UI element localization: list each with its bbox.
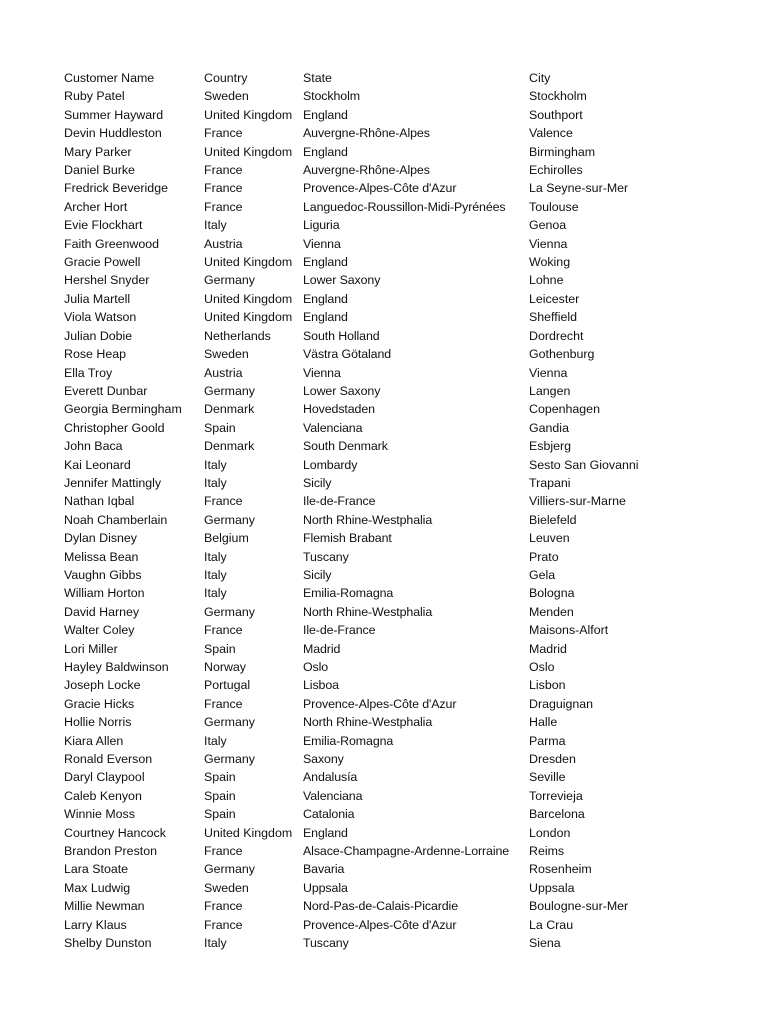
cell-country: Germany: [204, 604, 255, 619]
table-row: [64, 161, 704, 179]
cell-country: Italy: [204, 549, 227, 564]
cell-state: Sicily: [303, 567, 332, 582]
cell-state: Lower Saxony: [303, 383, 381, 398]
cell-city: Valence: [529, 126, 573, 141]
cell-state: Vienna: [303, 365, 341, 380]
cell-customer-name: Caleb Kenyon: [64, 788, 142, 803]
table-row: [64, 732, 704, 750]
table-row: [64, 879, 704, 897]
cell-country: United Kingdom: [204, 291, 293, 306]
cell-country: Spain: [204, 807, 236, 822]
cell-state: South Holland: [303, 328, 380, 343]
cell-city: Reims: [529, 844, 565, 859]
cell-customer-name: Vaughn Gibbs: [64, 567, 142, 582]
cell-country: Denmark: [204, 439, 255, 454]
cell-city: Southport: [529, 107, 583, 122]
cell-city: Sesto San Giovanni: [529, 457, 639, 472]
cell-country: Spain: [204, 420, 236, 435]
cell-city: Madrid: [529, 641, 567, 656]
cell-customer-name: Daryl Claypool: [64, 770, 145, 785]
cell-city: Sheffield: [529, 310, 577, 325]
cell-customer-name: Viola Watson: [64, 310, 137, 325]
cell-city: Bielefeld: [529, 512, 577, 527]
cell-customer-name: Fredrick Beveridge: [64, 181, 168, 196]
cell-state: Tuscany: [303, 936, 349, 951]
table-row: [64, 106, 704, 124]
cell-customer-name: Max Ludwig: [64, 880, 131, 895]
cell-state: North Rhine-Westphalia: [303, 604, 433, 619]
cell-state: North Rhine-Westphalia: [303, 512, 433, 527]
table-row: [64, 787, 704, 805]
cell-customer-name: Lori Miller: [64, 641, 118, 656]
cell-state: England: [303, 291, 348, 306]
cell-city: Boulogne-sur-Mer: [529, 899, 629, 914]
cell-customer-name: Julia Martell: [64, 291, 131, 306]
cell-customer-name: Georgia Bermingham: [64, 402, 182, 417]
cell-city: Prato: [529, 549, 559, 564]
cell-city: Torrevieja: [529, 788, 583, 803]
customer-table: [64, 69, 704, 953]
cell-city: Gandia: [529, 420, 569, 435]
table-row: [64, 934, 704, 952]
table-row: [64, 768, 704, 786]
cell-city: Echirolles: [529, 163, 583, 178]
table-row: [64, 474, 704, 492]
table-body: [64, 87, 704, 952]
cell-city: Villiers-sur-Marne: [529, 494, 626, 509]
cell-state: Alsace-Champagne-Ardenne-Lorraine: [303, 844, 510, 859]
table-row: [64, 658, 704, 676]
cell-city: Stockholm: [529, 89, 587, 104]
cell-country: Spain: [204, 770, 236, 785]
cell-customer-name: Joseph Locke: [64, 678, 141, 693]
cell-city: Uppsala: [529, 880, 575, 895]
cell-customer-name: Kai Leonard: [64, 457, 131, 472]
cell-customer-name: Everett Dunbar: [64, 383, 148, 398]
cell-customer-name: William Horton: [64, 586, 145, 601]
cell-customer-name: Lara Stoate: [64, 862, 129, 877]
cell-customer-name: Larry Klaus: [64, 917, 127, 932]
cell-state: Saxony: [303, 752, 344, 767]
cell-country: Italy: [204, 586, 227, 601]
cell-city: Gothenburg: [529, 347, 595, 362]
cell-customer-name: Walter Coley: [64, 623, 135, 638]
table-row: [64, 382, 704, 400]
cell-country: Austria: [204, 236, 243, 251]
cell-country: Italy: [204, 567, 227, 582]
cell-state: Catalonia: [303, 807, 355, 822]
cell-city: Toulouse: [529, 199, 579, 214]
table-row: [64, 916, 704, 934]
table-row: [64, 492, 704, 510]
cell-state: Oslo: [303, 660, 329, 674]
cell-country: France: [204, 917, 243, 932]
cell-customer-name: Hershel Snyder: [64, 273, 150, 288]
cell-country: Sweden: [204, 89, 249, 104]
cell-country: Italy: [204, 218, 227, 233]
table-row: [64, 143, 704, 161]
table-row: [64, 805, 704, 823]
table-row: [64, 400, 704, 418]
cell-customer-name: Julian Dobie: [64, 328, 133, 343]
cell-customer-name: John Baca: [64, 439, 123, 454]
cell-country: Austria: [204, 365, 243, 380]
cell-city: Lisbon: [529, 678, 566, 693]
cell-country: Norway: [204, 660, 246, 674]
cell-country: France: [204, 181, 243, 196]
table-row: [64, 271, 704, 289]
table-row: [64, 364, 704, 382]
cell-state: Stockholm: [303, 89, 360, 104]
cell-customer-name: Evie Flockhart: [64, 218, 143, 233]
cell-city: Seville: [529, 770, 566, 785]
cell-customer-name: Faith Greenwood: [64, 236, 160, 251]
header-country: Country: [204, 71, 248, 85]
cell-state: England: [303, 144, 348, 159]
cell-country: Germany: [204, 273, 255, 288]
table-row: [64, 640, 704, 658]
table-row: [64, 456, 704, 474]
table-row: [64, 179, 704, 197]
table-row: [64, 842, 704, 860]
table-row: [64, 897, 704, 915]
cell-customer-name: Summer Hayward: [64, 107, 164, 122]
cell-customer-name: Hayley Baldwinson: [64, 660, 169, 674]
cell-country: France: [204, 494, 243, 509]
cell-customer-name: Rose Heap: [64, 347, 126, 362]
cell-customer-name: Shelby Dunston: [64, 936, 152, 951]
cell-state: Lower Saxony: [303, 273, 381, 288]
cell-country: United Kingdom: [204, 825, 293, 840]
table-row: [64, 419, 704, 437]
cell-country: United Kingdom: [204, 107, 293, 122]
table-row: [64, 345, 704, 363]
cell-state: North Rhine-Westphalia: [303, 715, 433, 730]
cell-state: Nord-Pas-de-Calais-Picardie: [303, 899, 458, 914]
table-row: [64, 621, 704, 639]
cell-city: Lohne: [529, 273, 564, 288]
cell-country: Sweden: [204, 880, 249, 895]
cell-country: Portugal: [204, 678, 251, 693]
cell-country: France: [204, 126, 243, 141]
cell-country: Spain: [204, 641, 236, 656]
cell-city: Vienna: [529, 236, 568, 251]
table-row: [64, 511, 704, 529]
cell-country: France: [204, 199, 243, 214]
header-city: City: [529, 71, 551, 85]
cell-city: Halle: [529, 715, 558, 730]
cell-country: France: [204, 899, 243, 914]
cell-customer-name: Brandon Preston: [64, 844, 157, 859]
cell-state: England: [303, 255, 348, 270]
cell-city: Menden: [529, 604, 574, 619]
cell-city: Rosenheim: [529, 862, 592, 877]
table-row: [64, 235, 704, 253]
table-row: [64, 824, 704, 842]
cell-customer-name: Noah Chamberlain: [64, 512, 168, 527]
cell-city: Trapani: [529, 475, 571, 490]
cell-city: Esbjerg: [529, 439, 572, 454]
cell-customer-name: Mary Parker: [64, 144, 132, 159]
cell-state: Auvergne-Rhône-Alpes: [303, 163, 430, 178]
cell-city: Leuven: [529, 531, 570, 546]
cell-city: Oslo: [529, 660, 555, 674]
cell-customer-name: Kiara Allen: [64, 733, 124, 748]
cell-state: Ile-de-France: [303, 623, 376, 638]
cell-state: Sicily: [303, 475, 332, 490]
cell-country: Germany: [204, 862, 255, 877]
cell-state: Provence-Alpes-Côte d'Azur: [303, 917, 457, 932]
cell-state: Flemish Brabant: [303, 531, 392, 546]
cell-state: Ile-de-France: [303, 494, 376, 509]
cell-customer-name: Dylan Disney: [64, 531, 137, 546]
table-row: [64, 676, 704, 694]
cell-country: United Kingdom: [204, 310, 293, 325]
table-row: [64, 750, 704, 768]
cell-state: England: [303, 107, 348, 122]
cell-state: Bavaria: [303, 862, 345, 877]
table-row: [64, 584, 704, 602]
table-row: [64, 529, 704, 547]
table-row: [64, 198, 704, 216]
cell-state: England: [303, 825, 348, 840]
cell-state: England: [303, 310, 348, 325]
table-header: [64, 69, 704, 87]
cell-city: Siena: [529, 936, 561, 951]
cell-city: Birmingham: [529, 144, 596, 159]
table-row: [64, 548, 704, 566]
cell-country: Italy: [204, 457, 227, 472]
cell-country: Germany: [204, 383, 255, 398]
table-row: [64, 124, 704, 142]
cell-country: France: [204, 696, 243, 711]
cell-customer-name: Ronald Everson: [64, 752, 153, 767]
cell-state: Valenciana: [303, 788, 363, 803]
cell-state: Lisboa: [303, 678, 339, 693]
cell-country: Germany: [204, 512, 255, 527]
cell-country: Denmark: [204, 402, 255, 417]
cell-customer-name: Archer Hort: [64, 199, 128, 214]
cell-state: South Denmark: [303, 439, 388, 454]
table-row: [64, 308, 704, 326]
cell-city: London: [529, 825, 571, 840]
cell-customer-name: Daniel Burke: [64, 163, 135, 178]
cell-state: Languedoc-Roussillon-Midi-Pyrénées: [303, 199, 506, 214]
cell-customer-name: David Harney: [64, 604, 140, 619]
cell-state: Lombardy: [303, 457, 358, 472]
cell-state: Liguria: [303, 218, 340, 233]
table-row: [64, 695, 704, 713]
cell-city: Dresden: [529, 752, 576, 767]
cell-country: France: [204, 623, 243, 638]
cell-country: Germany: [204, 715, 255, 730]
cell-customer-name: Ruby Patel: [64, 89, 125, 104]
cell-state: Västra Götaland: [303, 347, 392, 362]
cell-state: Emilia-Romagna: [303, 733, 394, 748]
cell-customer-name: Christopher Goold: [64, 420, 165, 435]
customer-sheet: [64, 69, 704, 953]
table-row: [64, 860, 704, 878]
cell-country: Netherlands: [204, 328, 271, 343]
cell-country: Italy: [204, 936, 227, 951]
cell-city: Copenhagen: [529, 402, 600, 417]
cell-state: Hovedstaden: [303, 402, 375, 417]
cell-city: La Seyne-sur-Mer: [529, 181, 629, 196]
cell-state: Valenciana: [303, 420, 363, 435]
cell-customer-name: Hollie Norris: [64, 715, 132, 730]
cell-city: Draguignan: [529, 696, 594, 711]
cell-state: Provence-Alpes-Côte d'Azur: [303, 181, 457, 196]
cell-state: Madrid: [303, 641, 341, 656]
cell-city: Langen: [529, 383, 571, 398]
cell-state: Andalusía: [303, 770, 358, 785]
cell-country: United Kingdom: [204, 255, 293, 270]
cell-city: Dordrecht: [529, 328, 584, 343]
cell-city: Parma: [529, 733, 566, 748]
header-state: State: [303, 71, 332, 85]
cell-state: Vienna: [303, 236, 341, 251]
cell-country: France: [204, 163, 243, 178]
cell-city: Gela: [529, 567, 556, 582]
cell-country: Italy: [204, 475, 227, 490]
cell-city: Leicester: [529, 291, 580, 306]
table-row: [64, 290, 704, 308]
header-customer-name: Customer Name: [64, 71, 155, 85]
cell-country: Sweden: [204, 347, 249, 362]
cell-customer-name: Melissa Bean: [64, 549, 139, 564]
cell-country: France: [204, 844, 243, 859]
table-row: [64, 603, 704, 621]
cell-city: La Crau: [529, 917, 574, 932]
table-row: [64, 216, 704, 234]
cell-customer-name: Courtney Hancock: [64, 825, 166, 840]
cell-customer-name: Gracie Powell: [64, 255, 141, 270]
cell-city: Vienna: [529, 365, 568, 380]
table-row: [64, 566, 704, 584]
table-row: [64, 87, 704, 105]
cell-city: Woking: [529, 255, 571, 270]
table-row: [64, 253, 704, 271]
table-row: [64, 327, 704, 345]
header-row: [64, 69, 704, 87]
cell-customer-name: Devin Huddleston: [64, 126, 162, 141]
cell-customer-name: Jennifer Mattingly: [64, 475, 162, 490]
cell-country: Spain: [204, 788, 236, 803]
cell-city: Bologna: [529, 586, 575, 601]
table-row: [64, 437, 704, 455]
cell-customer-name: Gracie Hicks: [64, 696, 135, 711]
cell-country: Italy: [204, 733, 227, 748]
cell-state: Tuscany: [303, 549, 349, 564]
table-row: [64, 713, 704, 731]
cell-city: Genoa: [529, 218, 567, 233]
cell-customer-name: Millie Newman: [64, 899, 145, 914]
cell-state: Uppsala: [303, 880, 348, 895]
cell-city: Maisons-Alfort: [529, 623, 609, 638]
cell-state: Provence-Alpes-Côte d'Azur: [303, 696, 457, 711]
cell-customer-name: Nathan Iqbal: [64, 494, 135, 509]
cell-city: Barcelona: [529, 807, 585, 822]
cell-state: Auvergne-Rhône-Alpes: [303, 126, 430, 141]
cell-country: United Kingdom: [204, 144, 293, 159]
cell-country: Germany: [204, 752, 255, 767]
cell-state: Emilia-Romagna: [303, 586, 394, 601]
cell-customer-name: Winnie Moss: [64, 807, 135, 822]
cell-country: Belgium: [204, 531, 249, 546]
cell-customer-name: Ella Troy: [64, 365, 113, 380]
